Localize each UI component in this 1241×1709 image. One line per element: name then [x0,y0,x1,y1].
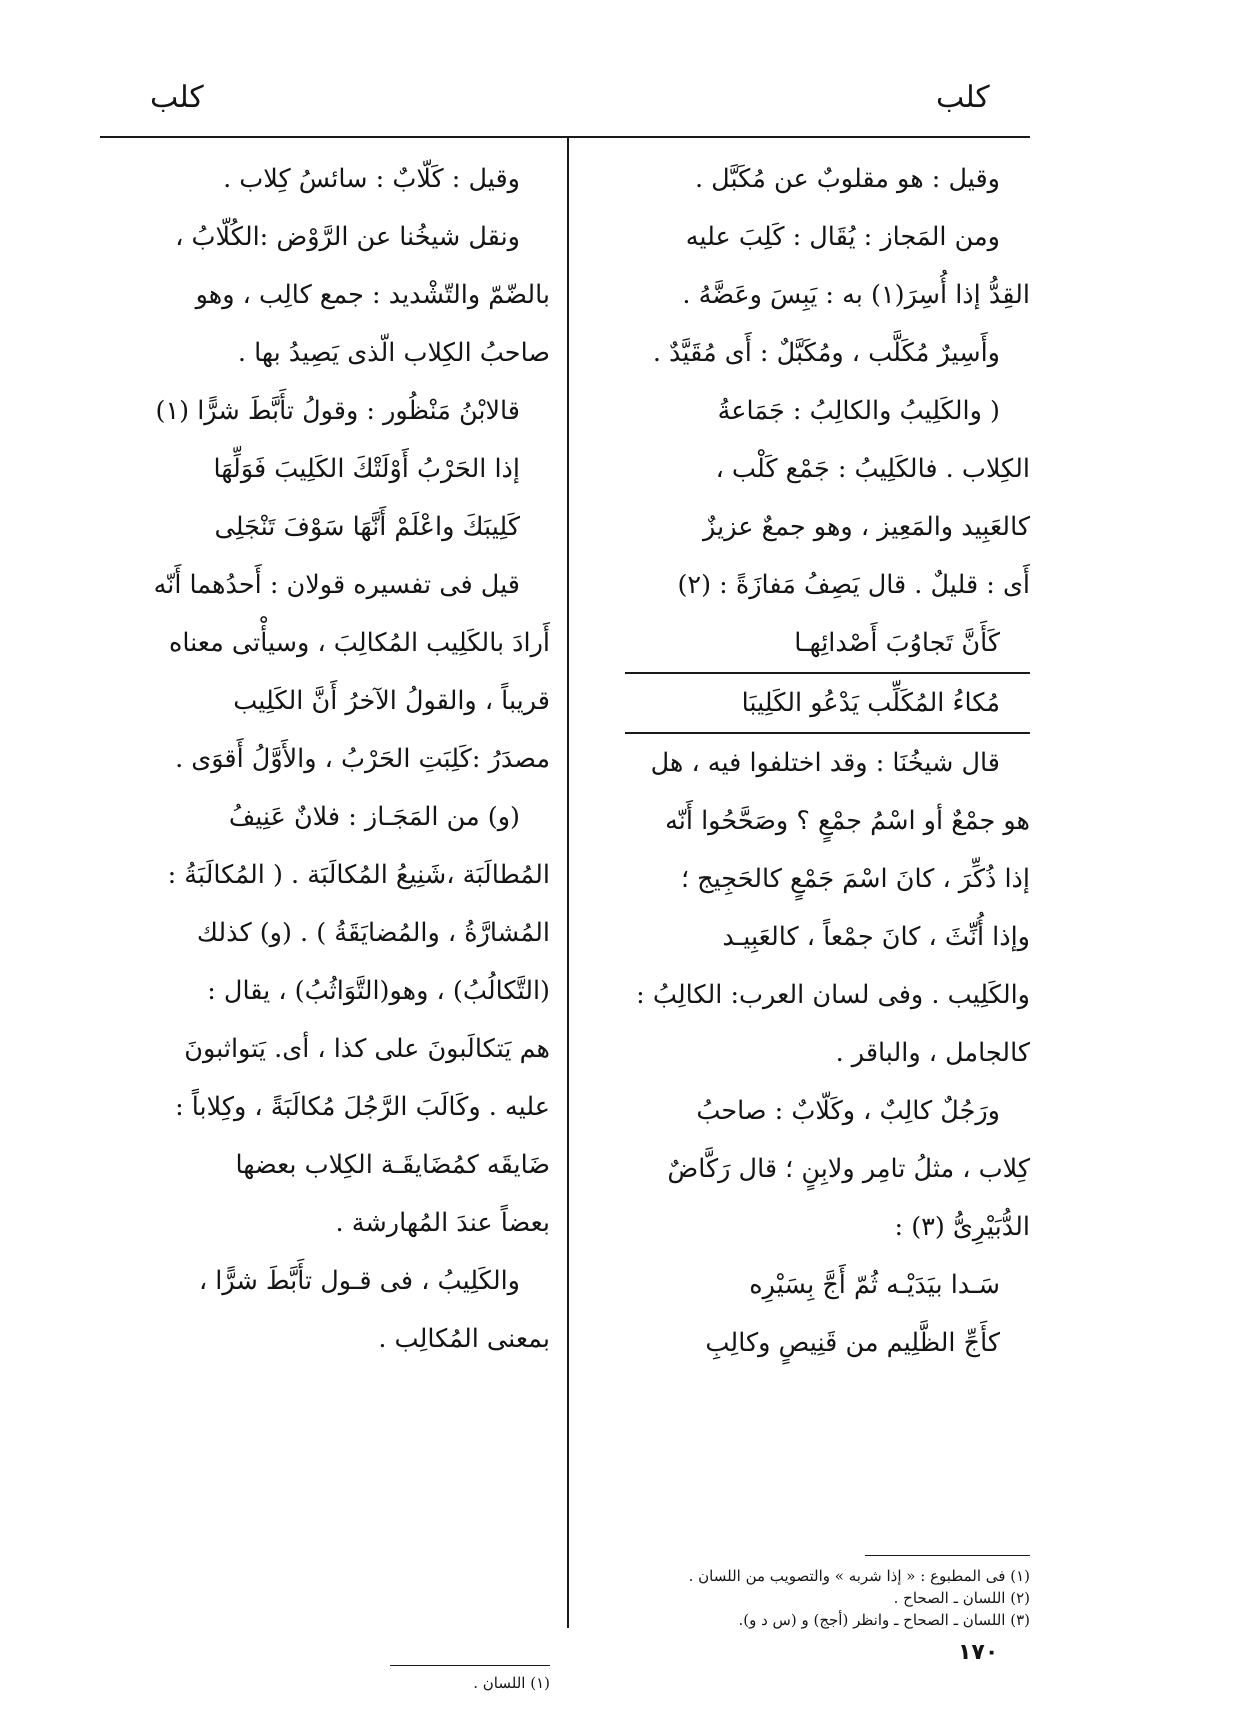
text-line: وأَسِيرٌ مُكَلَّب ، ومُكَبَّلٌ : أَى مُقَيَّدٌ . [652,338,1000,368]
text-line: الكِلاب . فالكَلِيبُ : جَمْع كَلْب ، [715,454,1030,484]
verse-line: كَلِيبَكَ واعْلَمْ أَنَّهَا سَوْفَ تَنْجَلِى [214,512,520,542]
text-line: بعضاً عندَ المُهارشة . [335,1208,550,1238]
text-line: هم يَتكالَبونَ على كذا ، أى. يَتواثبونَ [184,1034,550,1064]
text-line: كالجامل ، والباقر . [835,1038,1030,1068]
footnote: (١) فى المطبوع : « إذا شربه » والتصويب من اللسان . [688,1567,1030,1585]
text-line: كالعَبِيد والمَعِيز ، وهو جمعٌ عزيزٌ [703,512,1030,542]
text-line: إذا ذُكِّرَ ، كانَ اسْمَ جَمْعٍ كالحَجِيج ؛ [680,864,1030,894]
column-divider [567,138,569,1628]
verse-line: إذا الحَرْبُ أَوْلَتْكَ الكَلِيبَ فَوَلِّهَا [213,454,520,484]
footnotes-left [330,1672,550,1694]
text-line: كِلاب ، مثلُ تامِر ولابِنٍ ؛ قال رَكَّاضٌ [667,1154,1030,1184]
footnotes-right [585,1565,1030,1631]
text-line: بمعنى المُكالِب . [378,1324,550,1354]
verse-line: كَأَنَّ تَجاوُبَ أَصْدائِهـا [794,628,1000,658]
running-head-left: كلب [150,80,204,115]
text-line: (و) من المَجَـاز : فلانٌ عَنِيفُ [228,802,520,832]
text-line: بالضّمّ والتّشْديد : جمع كالِب ، وهو [195,280,550,310]
text-line: وإذا أُنِّثَ ، كانَ جمْعاً ، كالعَبِيـد [722,922,1030,952]
page-number: ١٧٠ [958,1640,999,1665]
text-line: ومن المَجاز : يُقَال : كَلِبَ عليه [685,222,1000,252]
text-line: المُشارَّةُ ، والمُضايَقَةُ ) . (و) كذلك [196,918,550,948]
text-line: والكَلِيب . وفى لسان العرب: الكالِبُ : [636,980,1030,1010]
text-line: المُطالَبَة ،شَنِيعُ المُكالَبَة . ( المُكالَبَةُ : [167,860,550,890]
footnote: (٣) اللسان ـ الصحاح ـ وانظر (أجج) و (س د و). [738,1611,1030,1629]
verse-line: مُكاءُ المُكَلِّب يَدْعُو الكَلِيبَا [741,688,1000,718]
text-line: صاحبُ الكِلاب الّذى يَصِيدُ بها . [237,338,550,368]
text-line: هو جمْعٌ أو اسْمُ جمْعٍ ؟ وصَحَّحُوا أَنّه [665,806,1030,836]
text-line: قالابْنُ مَنْظُور : وقولُ تأَبَّطَ شرًّا (١) [155,396,520,426]
text-line: أَى : قليلٌ . قال يَصِفُ مَفازَةً : (٢) [677,570,1030,600]
footnote: (٢) اللسان ـ الصحاح . [893,1589,1030,1607]
text-line: الدُّبَيْرِىُّ (٣) : [894,1212,1030,1242]
text-line: ضَايقَه كمُضَايقَـة الكِلاب بعضها [235,1150,550,1180]
text-line: قيل فى تفسيره قولان : أَحدُهما أَنّه [153,570,520,600]
verse-line: كأَجِّ الظَّلِيم من قَنِيصٍ وكالِبِ [705,1328,1000,1358]
text-line: ونقل شيخُنا عن الرَّوْض :الكُلّابُ ، [175,222,520,252]
footnote-rule-left [390,1665,550,1666]
text-line: أَرادَ بالكَلِيب المُكالِبَ ، وسيأْتى معناه [168,628,550,658]
text-line: وقيل : هو مقلوبٌ عن مُكَبَّل . [694,164,1000,194]
footnote: (١) اللسان . [473,1674,550,1692]
left-column [100,150,550,1368]
right-column [585,150,1030,1372]
text-line: ( والكَلِيبُ والكالِبُ : جَمَاعةُ [717,396,1000,426]
verse-line: سَـدا بيَدَيْـه ثُمّ أَجَّ بِسَيْرِه [749,1270,1000,1300]
text-line: وقيل : كَلّابٌ : سائسُ كِلاب . [223,164,520,194]
text-line: ورَجُلٌ كالِبٌ ، وكَلّابٌ : صاحبُ [696,1096,1000,1126]
text-line: قريباً ، والقولُ الآخرُ أَنَّ الكَلِيب [233,686,550,716]
text-line: مصدَرُ :كَلِبَتِ الحَرْبُ ، والأَوَّلُ أَقوَى . [175,744,550,774]
text-line: (التَّكالُبُ) ، وهو(التَّوَاثُبُ) ، يقال : [207,976,550,1006]
text-line: قال شيخُنَا : وقد اختلفوا فيه ، هل [650,748,1000,778]
footnote-rule-right [865,1555,1030,1556]
text-line: والكَلِيبُ ، فى قـول تأَبَّطَ شرًّا ، [198,1266,520,1296]
header-rule [100,136,1030,138]
text-line: القِدُّ إذا أُسِرَ(١) به : يَبِسَ وعَضَّهُ . [682,280,1030,310]
text-line: عليه . وكَالَبَ الرَّجُلَ مُكالَبَةً ، وكِلاباً : [175,1092,550,1122]
running-head-right: كلب [936,80,990,115]
